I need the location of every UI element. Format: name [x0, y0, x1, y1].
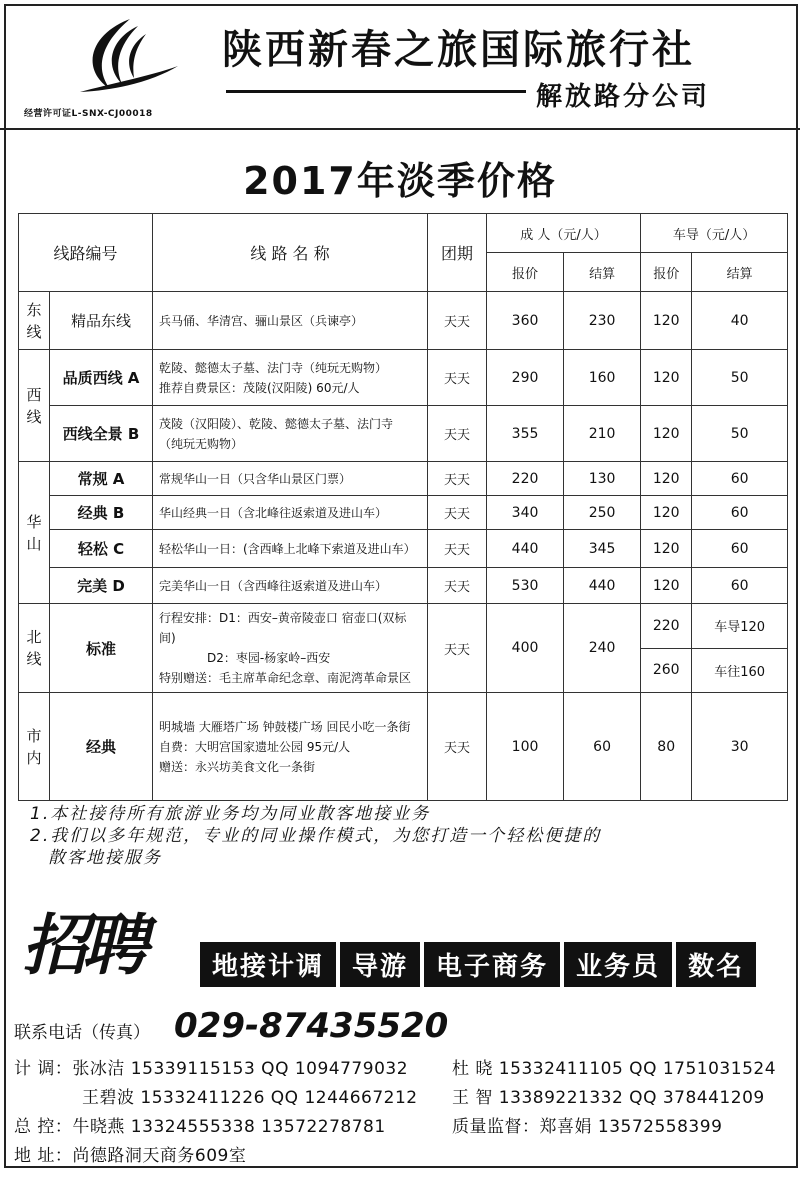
guide-quote: 120	[641, 292, 692, 350]
company-logo-icon	[70, 14, 180, 99]
adult-quote: 100	[487, 693, 564, 801]
header-adult-settle: 结算	[564, 253, 641, 292]
region-huashan: 华 山	[19, 462, 50, 604]
header-route-name: 线 路 名 称	[153, 214, 428, 292]
route-frequency: 天天	[428, 604, 487, 693]
route-desc-line: 特别赠送：毛主席革命纪念章、南泥湾革命景区	[159, 671, 412, 685]
note-line: 散客地接服务	[48, 848, 162, 868]
contact-line: 杜 晓 15332411105 QQ 1751031524	[452, 1059, 777, 1079]
adult-settle: 440	[564, 568, 641, 604]
guide-settle: 40	[692, 292, 788, 350]
table-row	[19, 350, 788, 406]
region-north: 北 线	[19, 604, 50, 693]
route-desc: 兵马俑、华清宫、骊山景区（兵谏亭）	[153, 292, 428, 350]
adult-settle: 130	[564, 462, 641, 496]
guide-quote: 120	[641, 530, 692, 568]
note-line: 2.我们以多年规范，专业的同业操作模式，为您打造一个轻松便捷的	[30, 826, 602, 846]
header-adult-quote: 报价	[487, 253, 564, 292]
table-row	[19, 604, 788, 649]
table-header-row	[19, 214, 788, 253]
contact-phone: 029-87435520	[174, 1006, 449, 1046]
table-row	[19, 496, 788, 530]
region-east: 东 线	[19, 292, 50, 350]
header-route-no: 线路编号	[19, 214, 153, 292]
header-frequency: 团期	[428, 214, 487, 292]
route-frequency: 天天	[428, 530, 487, 568]
adult-quote: 440	[487, 530, 564, 568]
price-table	[18, 213, 788, 801]
route-name: 常规 A	[50, 462, 153, 496]
route-name: 经典	[50, 693, 153, 801]
contact-line: 计 调：张冰洁 15339115153 QQ 1094779032	[14, 1059, 409, 1079]
route-frequency: 天天	[428, 350, 487, 406]
contact-label: 联系电话（传真）	[14, 1023, 150, 1043]
route-frequency: 天天	[428, 462, 487, 496]
adult-quote: 340	[487, 496, 564, 530]
contact-line: 王 智 13389221332 QQ 378441209	[452, 1088, 765, 1108]
branch-divider	[226, 90, 526, 93]
header-guide-quote: 报价	[641, 253, 692, 292]
guide-quote: 260	[641, 648, 692, 693]
route-desc	[153, 350, 428, 406]
table-row	[19, 693, 788, 801]
route-name: 经典 B	[50, 496, 153, 530]
route-desc: 华山经典一日（含北峰往返索道及进山车）	[153, 496, 428, 530]
guide-quote: 80	[641, 693, 692, 801]
region-west: 西 线	[19, 350, 50, 462]
route-desc: 完美华山一日（含西峰往返索道及进山车）	[153, 568, 428, 604]
route-name: 完美 D	[50, 568, 153, 604]
adult-settle: 345	[564, 530, 641, 568]
branch-name: 解放路分公司	[536, 82, 711, 112]
job-item: 电子商务	[424, 942, 560, 987]
page-title: 2017年淡季价格	[243, 159, 557, 203]
adult-quote: 400	[487, 604, 564, 693]
contact-line: 王碧波 15332411226 QQ 1244667212	[82, 1088, 418, 1108]
region-city: 市 内	[19, 693, 50, 801]
guide-settle: 60	[692, 568, 788, 604]
adult-quote: 220	[487, 462, 564, 496]
route-desc: 轻松华山一日：(含西峰上北峰下索道及进山车）	[153, 530, 428, 568]
adult-settle: 250	[564, 496, 641, 530]
route-name: 西线全景 B	[50, 406, 153, 462]
adult-settle: 230	[564, 292, 641, 350]
note-line: 1.本社接待所有旅游业务均为同业散客地接业务	[30, 804, 431, 824]
adult-settle: 160	[564, 350, 641, 406]
header-guide-settle: 结算	[692, 253, 788, 292]
route-desc-line: 乾陵、懿德太子墓、法门寺（纯玩无购物）	[159, 360, 388, 375]
job-item: 数名	[676, 942, 756, 987]
contact-line: 总 控：牛晓燕 13324555338 13572278781	[14, 1117, 386, 1137]
recruit-title: 招聘	[22, 907, 142, 984]
guide-quote: 120	[641, 462, 692, 496]
guide-settle: 60	[692, 530, 788, 568]
job-item: 导游	[340, 942, 420, 987]
contact-line: 地 址：尚德路洞天商务609室	[14, 1146, 247, 1166]
route-desc: 常规华山一日（只含华山景区门票）	[153, 462, 428, 496]
guide-settle: 30	[692, 693, 788, 801]
route-name: 标准	[50, 604, 153, 693]
route-desc-line: D2：枣园-杨家岭–西安	[207, 651, 331, 665]
route-desc-line: 赠送：永兴坊美食文化一条街	[159, 759, 316, 774]
guide-quote: 220	[641, 604, 692, 649]
adult-quote: 360	[487, 292, 564, 350]
guide-quote: 120	[641, 406, 692, 462]
route-name: 精品东线	[50, 292, 153, 350]
route-desc-line: 明城墙 大雁塔广场 钟鼓楼广场 回民小吃一条街	[159, 719, 411, 734]
job-item: 业务员	[564, 942, 672, 987]
license-number: 经营许可证L-SNX-CJ00018	[24, 109, 153, 119]
adult-settle: 60	[564, 693, 641, 801]
header-guide: 车导（元/人）	[641, 214, 788, 253]
job-list	[200, 942, 756, 987]
route-frequency: 天天	[428, 292, 487, 350]
route-desc-line: 推荐自费景区：茂陵(汉阳陵) 60元/人	[159, 380, 360, 395]
route-name: 轻松 C	[50, 530, 153, 568]
guide-settle: 50	[692, 350, 788, 406]
guide-settle: 60	[692, 496, 788, 530]
route-desc	[153, 604, 428, 693]
job-item: 地接计调	[200, 942, 336, 987]
route-desc-line: 行程安排：D1：西安–黄帝陵壶口 宿壶口(双标间)	[159, 611, 407, 645]
table-row	[19, 530, 788, 568]
guide-quote: 120	[641, 496, 692, 530]
route-desc	[153, 406, 428, 462]
contact-line: 质量监督：郑喜娟 13572558399	[452, 1117, 723, 1137]
route-desc-line: 茂陵（汉阳陵）、乾陵、懿德太子墓、法门寺	[159, 416, 394, 431]
route-frequency: 天天	[428, 693, 487, 801]
guide-settle: 50	[692, 406, 788, 462]
adult-settle: 210	[564, 406, 641, 462]
guide-settle: 60	[692, 462, 788, 496]
adult-quote: 355	[487, 406, 564, 462]
guide-quote: 120	[641, 568, 692, 604]
route-frequency: 天天	[428, 568, 487, 604]
guide-settle: 车导120	[692, 604, 788, 649]
route-name: 品质西线 A	[50, 350, 153, 406]
header	[0, 0, 800, 130]
table-row	[19, 462, 788, 496]
guide-settle: 车往160	[692, 648, 788, 693]
route-desc	[153, 693, 428, 801]
adult-quote: 530	[487, 568, 564, 604]
adult-settle: 240	[564, 604, 641, 693]
table-row	[19, 568, 788, 604]
table-row	[19, 292, 788, 350]
company-name: 陕西新春之旅国际旅行社	[222, 27, 695, 73]
guide-quote: 120	[641, 350, 692, 406]
route-desc-line: 自费：大明宫国家遗址公园 95元/人	[159, 739, 351, 754]
route-frequency: 天天	[428, 406, 487, 462]
adult-quote: 290	[487, 350, 564, 406]
header-adult: 成 人（元/人）	[487, 214, 641, 253]
route-desc-line: （纯玩无购物）	[159, 436, 244, 451]
route-frequency: 天天	[428, 496, 487, 530]
table-row	[19, 406, 788, 462]
notes	[30, 803, 601, 869]
